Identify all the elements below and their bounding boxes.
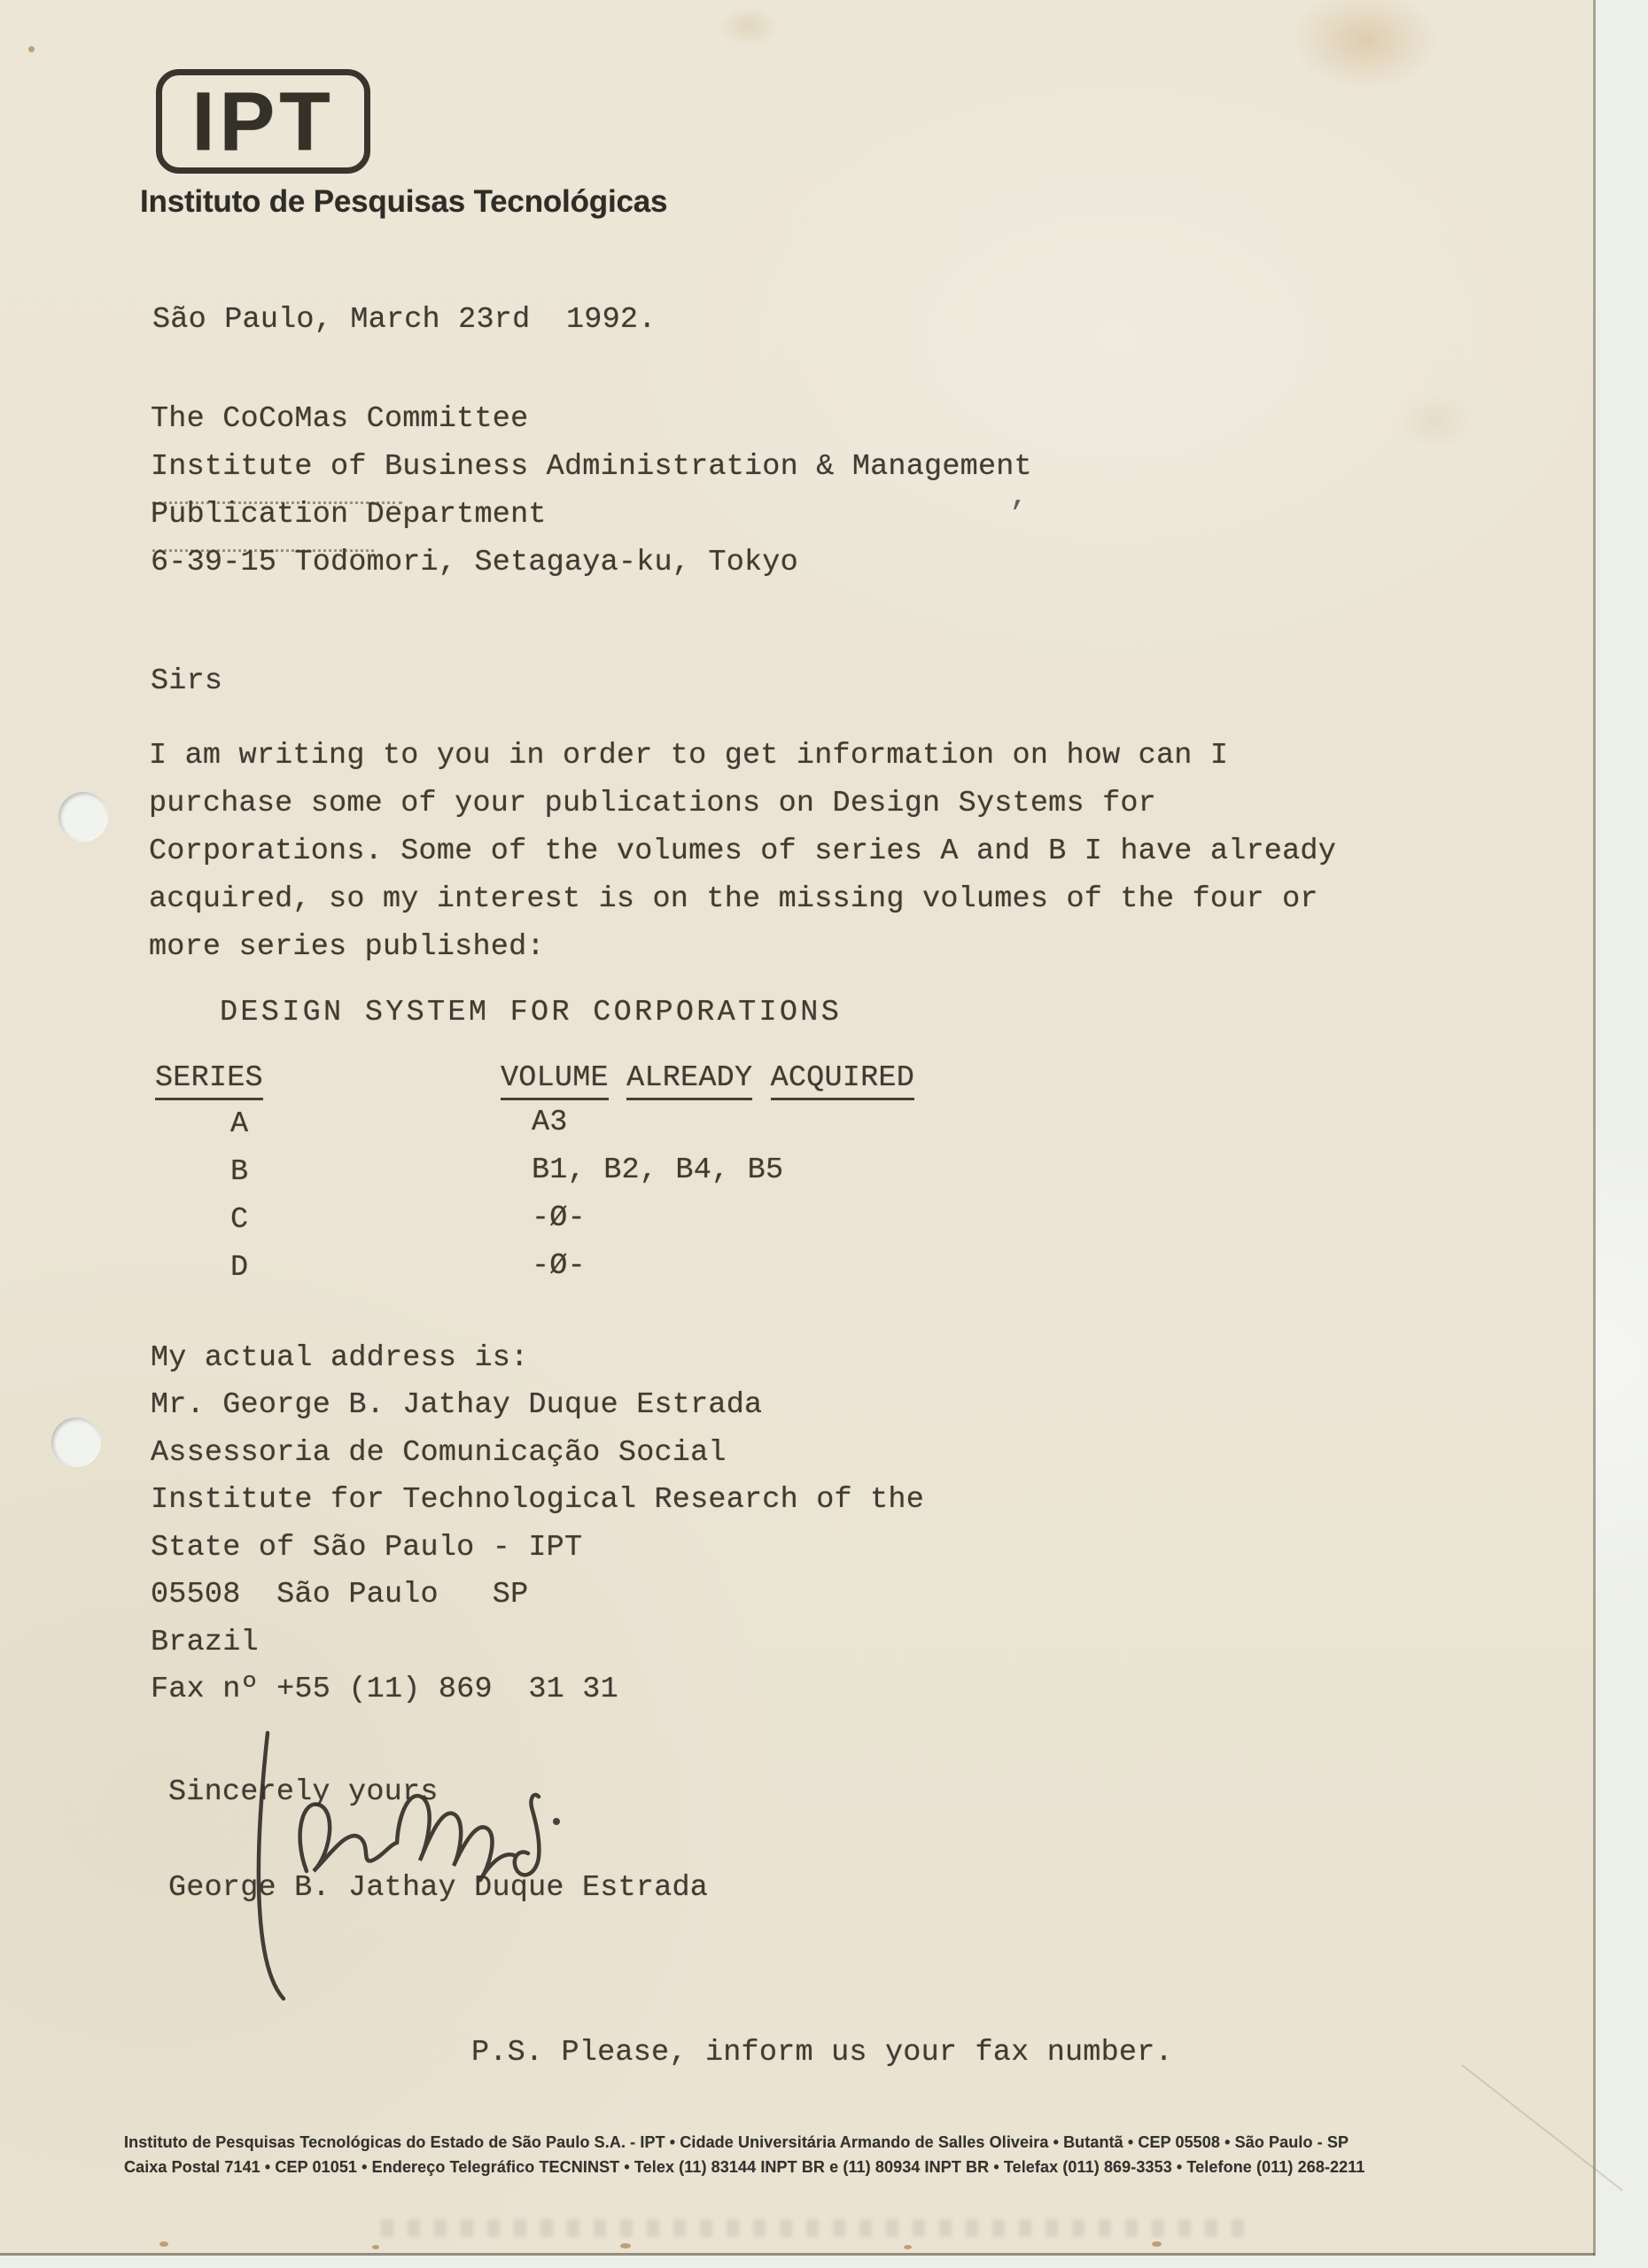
table-row-series: D [230,1251,249,1285]
letterhead-org-name: Instituto de Pesquisas Tecnológicas [140,184,668,219]
paper-stain [1267,0,1462,106]
address-line: Mr. George B. Jathay Duque Estrada [151,1388,763,1422]
body-line: I am writing to you in order to get information on how can I [149,739,1229,773]
table-row-series: A [230,1107,249,1141]
stray-comma-mark: , [1010,480,1029,514]
table-row-series: C [230,1203,249,1237]
table-row-volumes: -Ø- [532,1249,586,1283]
table-col2-header [501,1060,914,1097]
punch-hole [58,792,108,842]
paper-speck [159,2241,168,2247]
paper-speck [1152,2241,1162,2247]
table-col1-header [155,1060,263,1097]
signature-scrawl-left [300,1805,397,1871]
address-line: Fax nº +55 (11) 869 31 31 [151,1673,618,1706]
date-line: São Paulo, March 23rd 1992. [152,303,657,337]
recipient-line: The CoCoMas Committee [151,402,529,436]
table-row-series: B [230,1155,249,1189]
body-line: Corporations. Some of the volumes of series A and B I have already [149,835,1337,868]
address-line: My actual address is: [151,1341,529,1375]
paper-stain [709,0,789,53]
table-row-volumes: B1, B2, B4, B5 [532,1153,784,1187]
address-line: 05508 São Paulo SP [151,1578,529,1612]
ipt-logo [156,69,370,174]
paper-edge [1593,0,1596,2256]
ipt-logo-text: IPT [191,74,335,167]
table-title: DESIGN SYSTEM FOR CORPORATIONS [220,996,843,1029]
correction-marks [152,549,374,552]
paper-speck [28,46,35,52]
table-row-volumes: A3 [532,1106,568,1139]
signature-downstroke [259,1733,284,1999]
paper-speck [904,2245,912,2249]
body-line: more series published: [149,930,545,964]
signatory-name: George B. Jathay Duque Estrada [168,1871,709,1905]
valediction: Sincerely yours [168,1775,439,1809]
table-row-volumes: -Ø- [532,1201,586,1235]
address-line: State of São Paulo - IPT [151,1531,583,1565]
volume-header-word: VOLUME [501,1061,609,1100]
address-line: Assessoria de Comunicação Social [151,1436,727,1470]
series-header-label: SERIES [155,1061,263,1100]
footer-line-1: Instituto de Pesquisas Tecnológicas do Estado de São Paulo S.A. - IPT • Cidade Universitária Armando de Salles Oliveira • Butantã • CEP 05508 • São Paulo - SP [124,2133,1349,2151]
punch-hole [51,1418,101,1467]
body-line: purchase some of your publications on Design Systems for [149,787,1156,820]
paper-speck [620,2243,631,2249]
address-line: Brazil [151,1626,259,1659]
paper-speck [372,2245,379,2249]
already-header-word: ALREADY [626,1061,752,1100]
recipient-line: Publication Department [151,498,547,532]
signature-dot [553,1818,560,1825]
salutation: Sirs [151,664,223,698]
body-line: acquired, so my interest is on the missing volumes of the four or [149,882,1318,916]
paper-stain [1382,381,1489,461]
recipient-line: 6-39-15 Todomori, Setagaya-ku, Tokyo [151,546,798,579]
paper-edge [0,2253,1595,2256]
bleedthrough-ghost-text [381,2219,1249,2237]
postscript-line: P.S. Please, inform us your fax number. [471,2036,1173,2070]
signature-scrawl-tail [480,1795,539,1880]
recipient-line: Institute of Business Administration & Management [151,450,1032,484]
corner-crease [1461,2064,1622,2191]
address-line: Institute for Technological Research of the [151,1483,925,1517]
acquired-header-word: ACQUIRED [771,1061,914,1100]
footer-line-2: Caixa Postal 7141 • CEP 01051 • Endereço Telegráfico TECNINST • Telex (11) 83144 INPT BR e (11) 80934 INPT BR • Telefax (011) 869-3353 • Telefone (011) 268-2211 [124,2158,1365,2176]
correction-marks [152,501,402,504]
